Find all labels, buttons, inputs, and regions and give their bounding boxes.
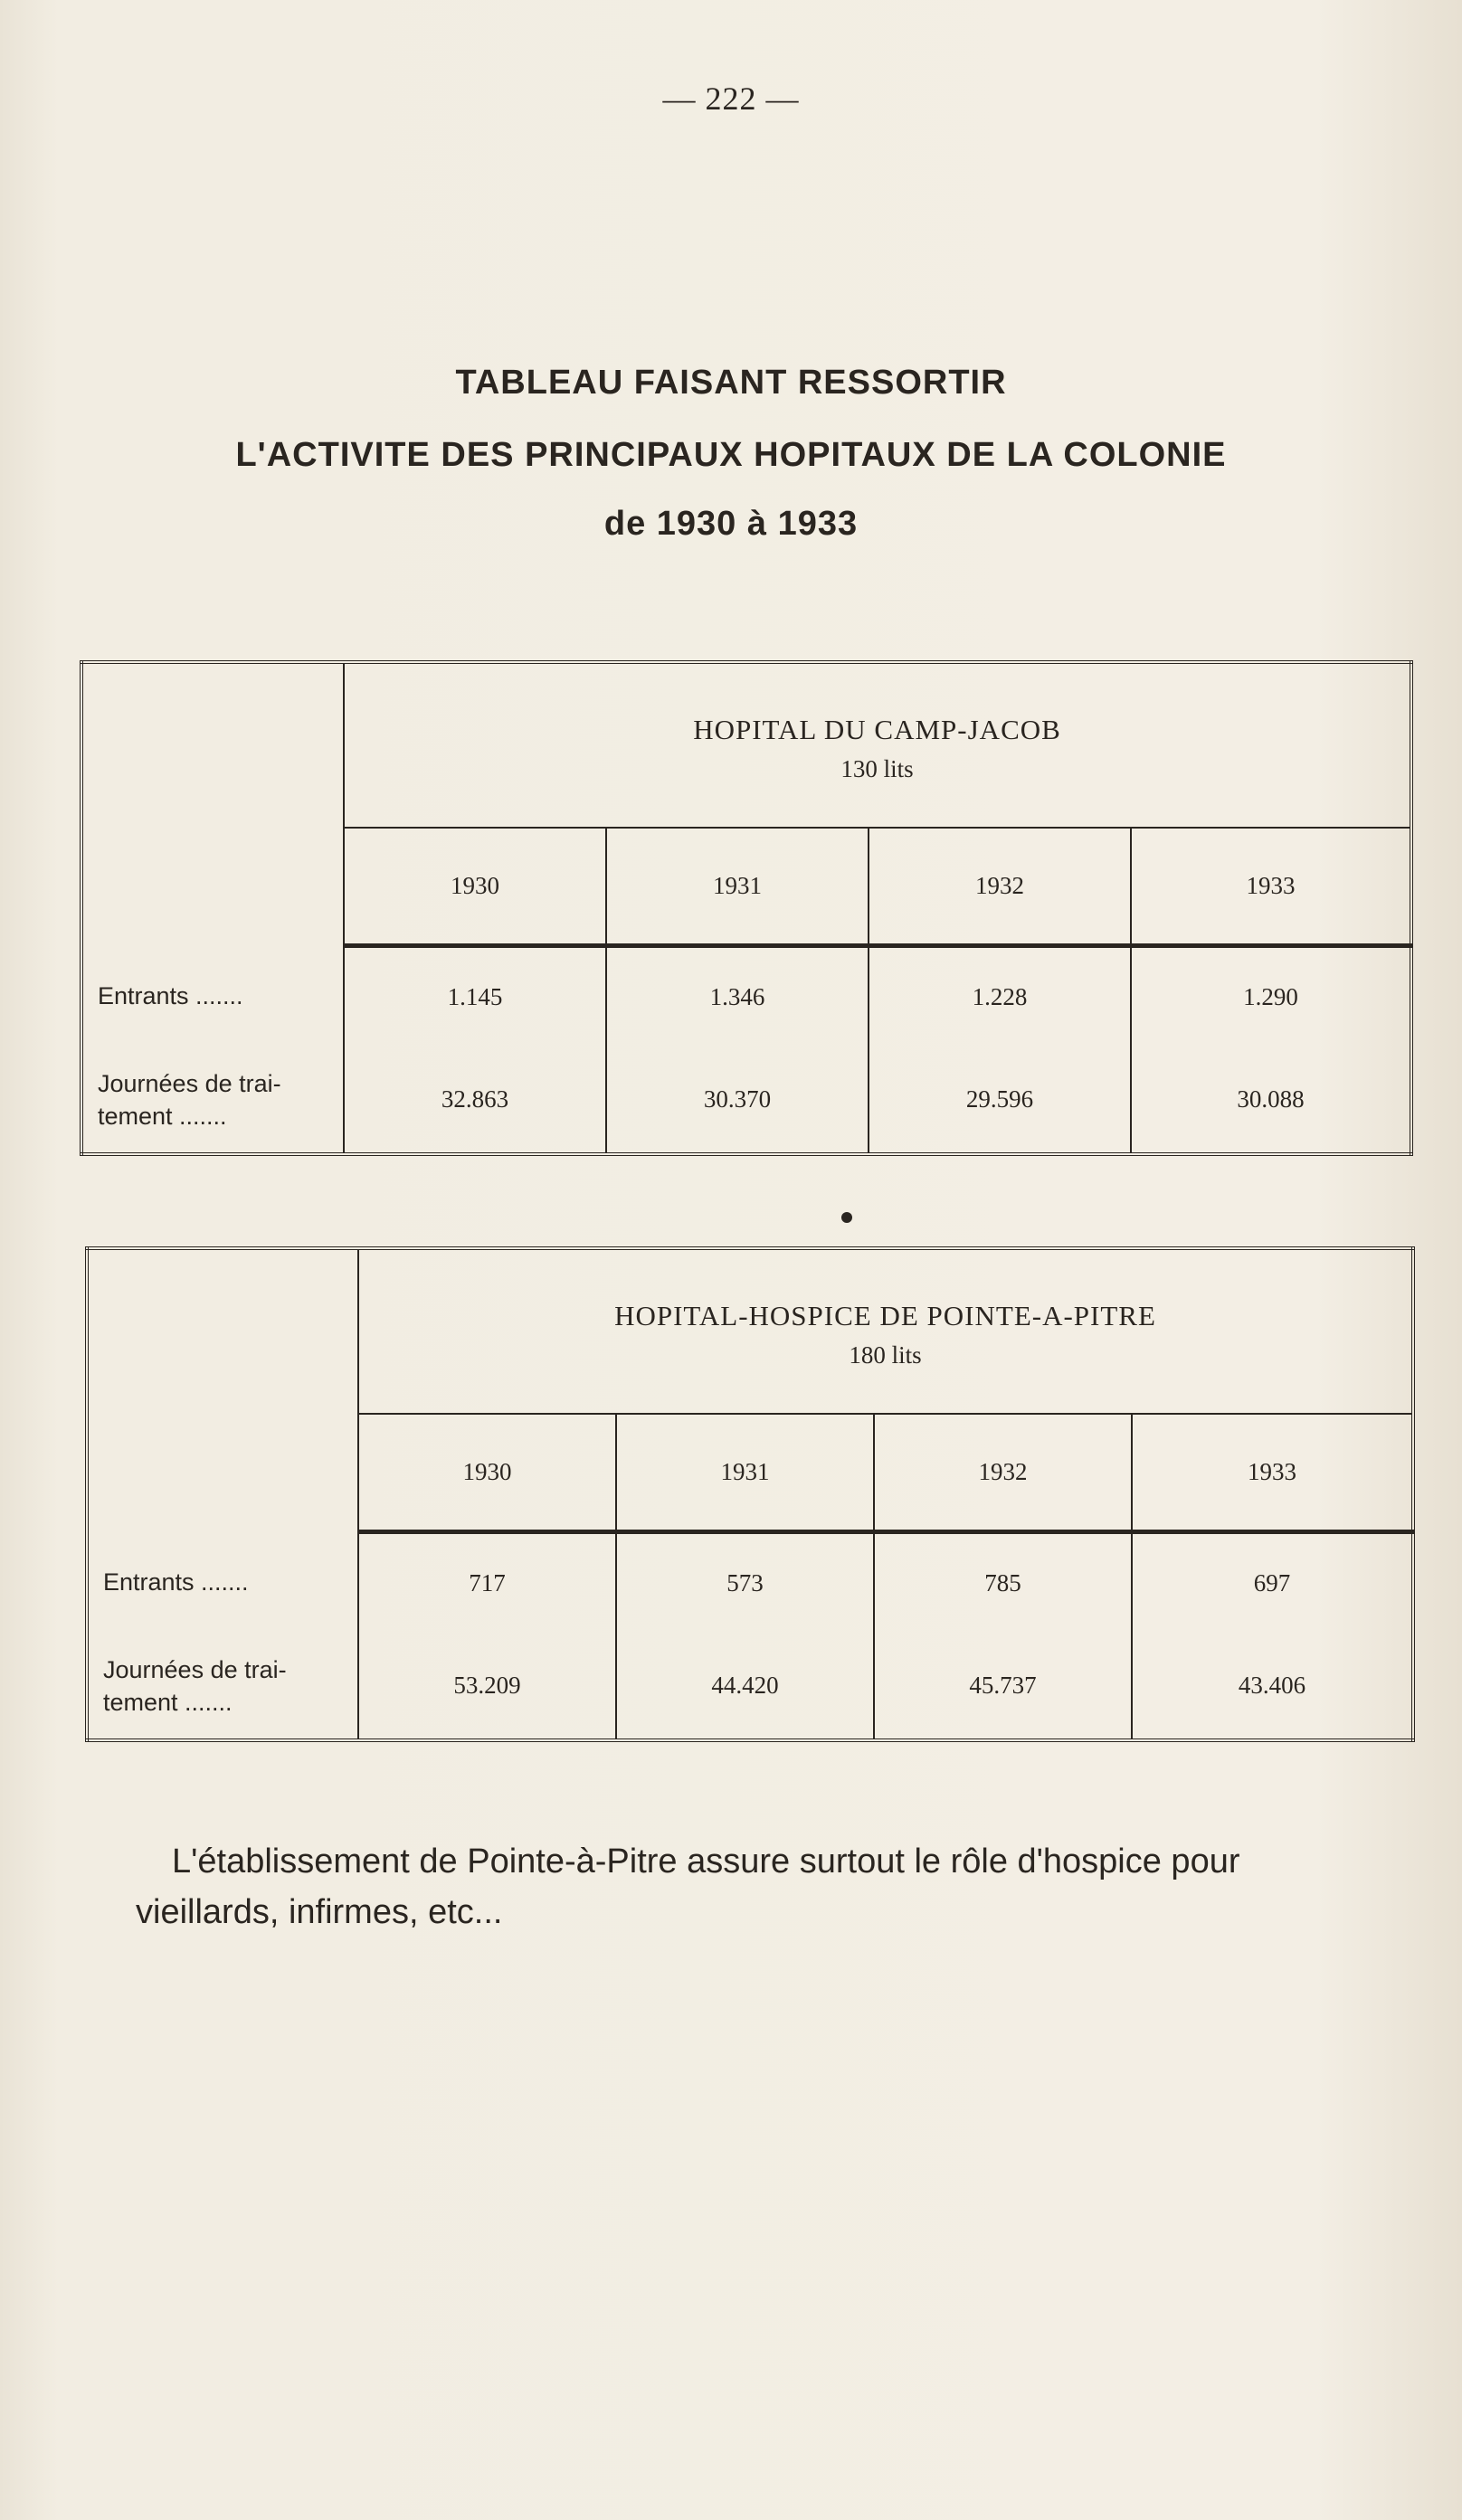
data-cell: 44.420 — [616, 1634, 874, 1740]
year-header: 1932 — [874, 1414, 1132, 1531]
corner-cell — [87, 1248, 358, 1531]
data-cell: 1.228 — [869, 945, 1131, 1047]
year-header: 1931 — [616, 1414, 874, 1531]
data-cell: 573 — [616, 1531, 874, 1633]
title-line-3: de 1930 à 1933 — [603, 505, 859, 543]
body-paragraph: L'établissement de Pointe-à-Pitre assure surtout le rôle d'hospice pour vieillards, infirmes, etc... — [136, 1843, 1240, 1931]
data-cell: 30.088 — [1131, 1047, 1411, 1154]
hospital-beds: 180 lits — [849, 1341, 922, 1369]
table-row — [87, 1531, 1413, 1633]
year-header: 1933 — [1132, 1414, 1413, 1531]
table-row — [81, 1047, 1411, 1154]
page-number: — 222 — — [662, 81, 800, 117]
row-label-line: Journées de trai- — [98, 1069, 281, 1097]
row-label: Entrants ....... — [103, 1568, 249, 1596]
camp-jacob-table — [80, 660, 1413, 1156]
hospital-name: HOPITAL-HOSPICE DE POINTE-A-PITRE — [614, 1300, 1156, 1332]
year-header: 1930 — [344, 828, 606, 945]
data-cell: 29.596 — [869, 1047, 1131, 1154]
hospital-beds: 130 lits — [840, 755, 914, 783]
data-cell: 45.737 — [874, 1634, 1132, 1740]
data-cell: 32.863 — [344, 1047, 606, 1154]
data-cell: 53.209 — [358, 1634, 616, 1740]
row-label-line: Journées de trai- — [103, 1655, 287, 1683]
separator-dot — [841, 1212, 852, 1223]
year-header: 1933 — [1131, 828, 1411, 945]
pointe-a-pitre-table — [85, 1246, 1415, 1742]
table-row — [81, 945, 1411, 1047]
data-cell: 717 — [358, 1531, 616, 1633]
title-line-1: TABLEAU FAISANT RESSORTIR — [455, 364, 1007, 402]
year-header: 1932 — [869, 828, 1131, 945]
data-cell: 785 — [874, 1531, 1132, 1633]
table-row — [87, 1634, 1413, 1740]
data-cell: 1.145 — [344, 945, 606, 1047]
row-label-line: tement ....... — [98, 1102, 227, 1130]
data-cell: 1.346 — [606, 945, 869, 1047]
title-line-2: L'ACTIVITE DES PRINCIPAUX HOPITAUX DE LA COLONIE — [235, 436, 1227, 474]
hospital-header — [358, 1248, 1413, 1414]
data-cell: 697 — [1132, 1531, 1413, 1633]
row-label — [87, 1634, 358, 1740]
hospital-name: HOPITAL DU CAMP-JACOB — [693, 714, 1061, 746]
data-cell: 43.406 — [1132, 1634, 1413, 1740]
data-cell: 30.370 — [606, 1047, 869, 1154]
row-label — [81, 1047, 344, 1154]
hospital-header — [344, 662, 1411, 828]
row-label: Entrants ....... — [98, 982, 243, 1010]
year-header: 1931 — [606, 828, 869, 945]
data-cell: 1.290 — [1131, 945, 1411, 1047]
row-label-line: tement ....... — [103, 1688, 233, 1716]
year-header: 1930 — [358, 1414, 616, 1531]
corner-cell — [81, 662, 344, 945]
